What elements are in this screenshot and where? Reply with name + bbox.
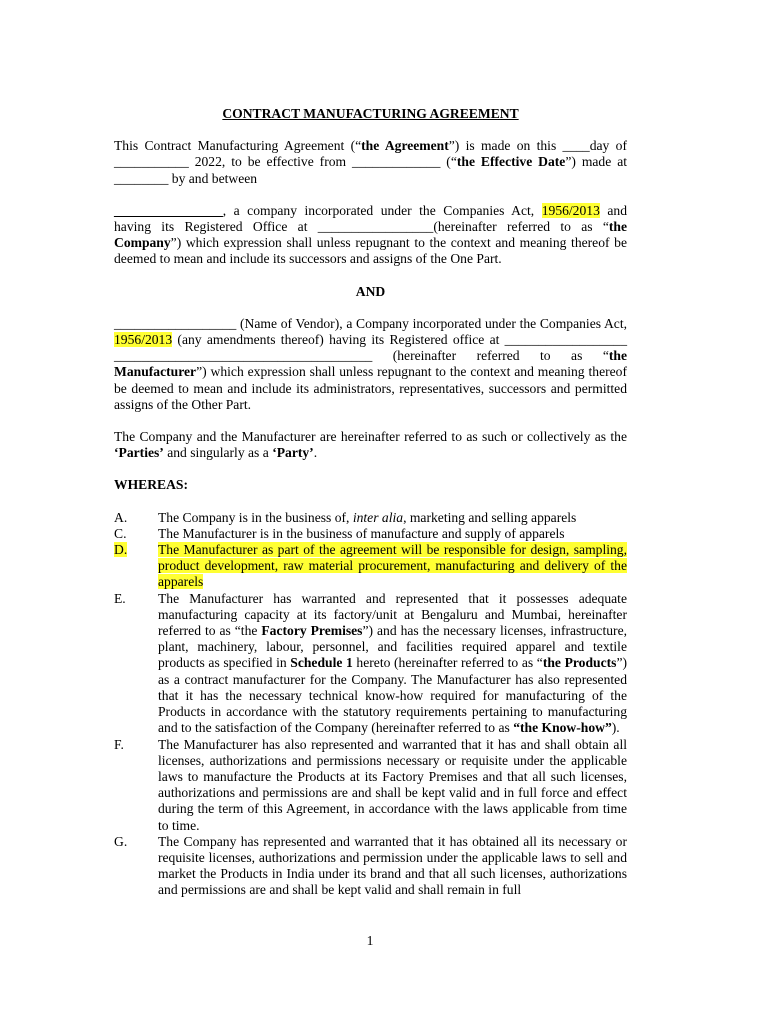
page-number: 1 xyxy=(366,933,374,948)
company-text: ”) which expression shall unless repugnant to the context and meaning thereof be deemed to mean and include its successors and assigns of the One Part. xyxy=(114,235,627,267)
vendor-text: (any amendments thereof) having its Registered office at __________________ ______________________________________ (hereinafter referred to as “ xyxy=(114,332,627,364)
vendor-text: __________________ (Name of Vendor), a Company incorporated under the Companies Act, xyxy=(114,315,627,331)
parties-paragraph xyxy=(114,429,627,461)
recital-text xyxy=(158,510,627,526)
act-year-highlight: 1956/2013 xyxy=(114,332,173,348)
act-year-highlight: 1956/2013 xyxy=(541,202,600,218)
recital-text-part: ). xyxy=(611,720,620,736)
document-title: CONTRACT MANUFACTURING AGREEMENT xyxy=(222,106,519,121)
recital-text-highlight: The Manufacturer as part of the agreement will be responsible for design, sampling, product development, raw material procurement, manufacturing and delivery of the apparels xyxy=(158,542,627,590)
recital-label xyxy=(114,542,158,591)
company-text: , a company incorporated under the Companies Act, xyxy=(222,202,542,218)
recital-text: The Manufacturer is in the business of manufacture and supply of apparels xyxy=(158,525,565,541)
vendor-paragraph xyxy=(114,316,627,413)
parties-text: The Company and the Manufacturer are hereinafter referred to as such or collectively as the xyxy=(114,429,627,445)
recital-label-highlight: D. xyxy=(114,542,128,558)
whereas-heading: WHEREAS: xyxy=(114,477,189,493)
recital-text: The Company has represented and warranted that it has obtained all its necessary or requisite licenses, authorizations and permission under the applicable laws to sell and market the Products in India under its brand and that all such licenses, authorizations and permissions are and shall be kept valid and shall remain in full xyxy=(158,833,627,898)
recital-text: The Manufacturer has also represented and warranted that it has and shall obtain all licenses, authorizations and permissions necessary or requisite under the applicable laws to manufacture the Products at its Factory Premises and that all such licenses, authorizations and permissions are and shall be kept valid and in full force and effect during the term of this Agreement, in accordance with the laws applicable from time to time. xyxy=(158,736,627,833)
recital-item xyxy=(114,526,627,542)
recital-label: C. xyxy=(114,525,127,541)
recital-text-part: ”) and has the necessary licenses, infrastructure, plant, machinery, labour, personnel, and facilities required apparel and textile products as specified in xyxy=(158,623,627,671)
parties-text: and singularly as a xyxy=(163,445,273,461)
document-page xyxy=(114,106,627,899)
intro-paragraph xyxy=(114,138,627,187)
recital-text-part: The Manufacturer has warranted and represented that it possesses adequate manufacturing capacity at its factory/unit at Bengaluru and Mumbai, hereinafter referred to as “the xyxy=(158,590,627,639)
know-how-term: “the Know-how” xyxy=(513,720,612,736)
recital-text xyxy=(158,591,627,737)
parties-term: ‘Parties’ xyxy=(114,445,164,461)
effective-date-term: the Effective Date xyxy=(456,154,566,170)
recital-item xyxy=(114,737,627,834)
factory-premises-term: Factory Premises xyxy=(261,623,363,639)
recital-italic: inter alia xyxy=(352,509,404,525)
party-term: ‘Party’ xyxy=(272,445,314,461)
recital-label: F. xyxy=(114,736,124,752)
agreement-term: the Agreement xyxy=(361,138,449,154)
recital-item xyxy=(114,591,627,737)
company-text: and having its Registered Office at _________________(hereinafter referred to as “ xyxy=(114,202,628,235)
parties-text: . xyxy=(313,445,318,461)
schedule-reference: Schedule 1 xyxy=(290,655,353,671)
and-separator: AND xyxy=(355,283,386,299)
recital-text-part: The Company is in the business of, xyxy=(158,509,353,525)
recital-label: G. xyxy=(114,833,128,849)
manufacturer-term: the Manufacturer xyxy=(114,348,627,380)
intro-text: ”) made at ________ by and between xyxy=(114,154,628,186)
vendor-text: ”) which expression shall unless repugnant to the context and meaning thereof be deemed to mean and include its administrators, representatives, successors and permitted assigns of the Other Part. xyxy=(114,364,627,412)
recital-label: E. xyxy=(114,590,126,606)
products-term: the Products xyxy=(542,655,617,671)
recital-text-part: , marketing and selling apparels xyxy=(403,509,577,525)
company-name-blank: ________________ xyxy=(114,202,223,218)
recital-text xyxy=(158,542,627,591)
intro-text: ”) is made on this ____day of ___________ 2022, to be effective from _____________ (“ xyxy=(114,138,627,170)
recital-item xyxy=(114,834,627,899)
recital-text-part: hereto (hereinafter referred to as “ xyxy=(352,655,543,671)
recital-text-part: ”) as a contract manufacturer for the Company. The Manufacturer has also represented that it has the necessary technical know-how required for manufacturing of the Products in accordance with the statutory requirements pertaining to manufacturing and to the satisfaction of the Company (hereinafter referred to as xyxy=(158,655,627,736)
intro-text: This Contract Manufacturing Agreement (“ xyxy=(114,138,362,154)
recital-item xyxy=(114,510,627,526)
company-term: the Company xyxy=(114,219,627,251)
recital-label: A. xyxy=(114,509,128,525)
recital-item-highlighted xyxy=(114,542,627,591)
company-paragraph xyxy=(114,203,627,268)
